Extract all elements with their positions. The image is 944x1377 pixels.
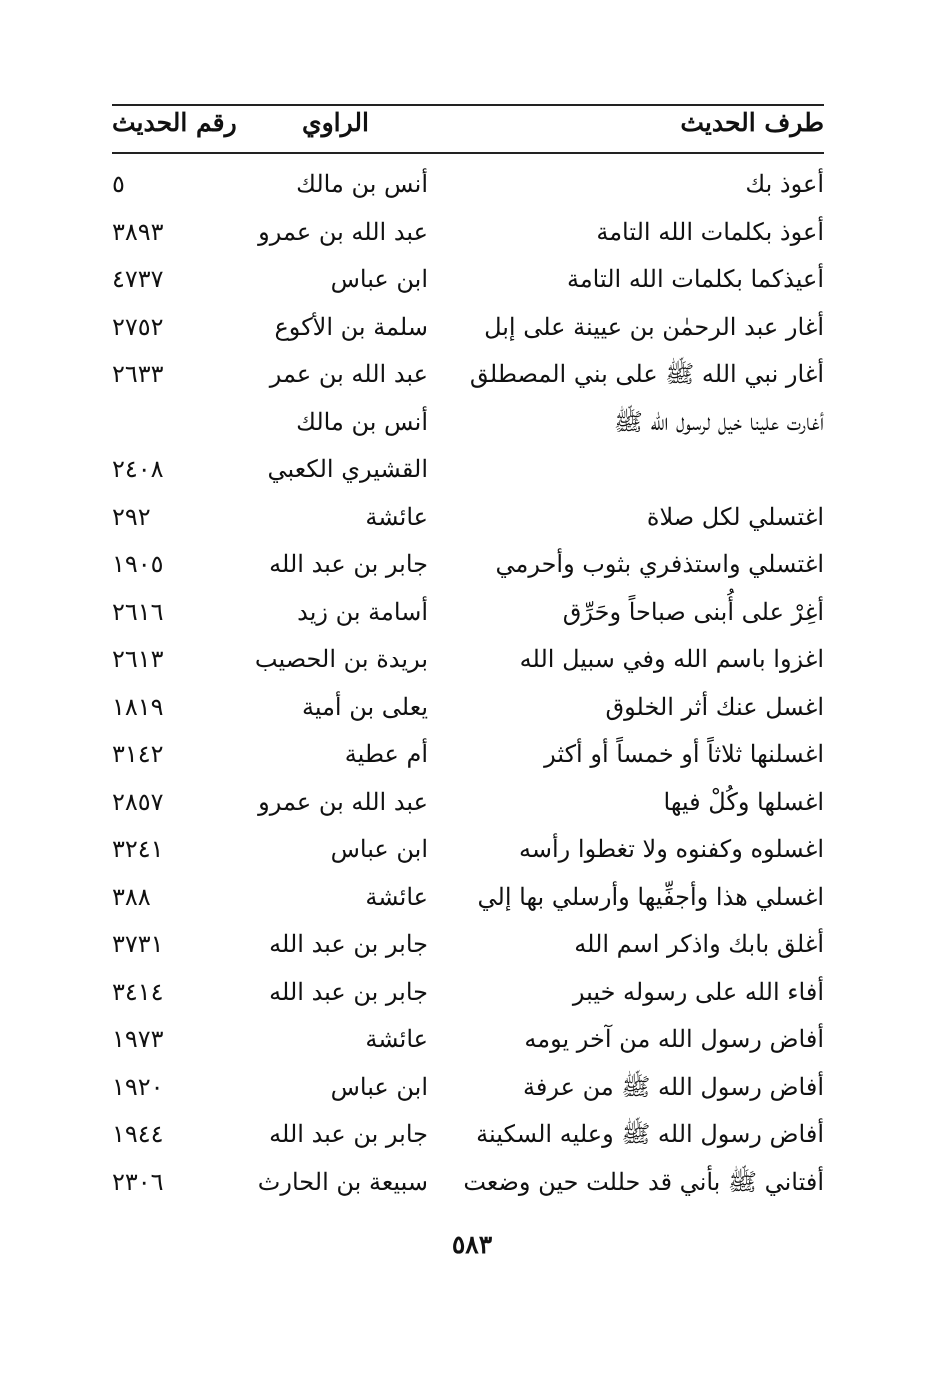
narrator-name: أنس بن مالك <box>296 170 428 198</box>
hadith-title: أغار نبي الله ﷺ على بني المصطلق <box>469 360 824 388</box>
table-row <box>0 1015 944 1062</box>
table-top-rule <box>112 104 824 106</box>
hadith-number: ٢٣٠٦ <box>112 1168 164 1196</box>
table-row <box>0 778 944 825</box>
hadith-number: ١٩٢٠ <box>112 1073 164 1101</box>
hadith-number: ٢٦١٣ <box>112 645 164 673</box>
hadith-title: اغسل عنك أثر الخلوق <box>605 693 824 721</box>
narrator-name: بريدة بن الحصيب <box>254 645 428 673</box>
hadith-number: ٢٩٢ <box>112 503 151 531</box>
narrator-name: عائشة <box>365 503 428 531</box>
table-row <box>0 1110 944 1157</box>
narrator-name: عبد الله بن عمرو <box>258 218 428 246</box>
hadith-title: اغتسلي واستذفري بثوب وأحرمي <box>495 550 824 578</box>
narrator-name: عبد الله بن عمر <box>269 360 428 388</box>
hadith-title: أعوذ بكلمات الله التامة <box>596 218 824 246</box>
hadith-number: ٢٤٠٨ <box>112 455 164 483</box>
header-narrator: الراوي <box>302 108 369 137</box>
table-row <box>0 493 944 540</box>
hadith-title: أفاض رسول الله من آخر يومه <box>524 1025 824 1053</box>
hadith-number: ٢٧٥٢ <box>112 313 164 341</box>
table-row <box>0 445 944 492</box>
narrator-name: جابر بن عبد الله <box>269 550 428 578</box>
hadith-title: أغلق بابك واذكر اسم الله <box>574 930 824 958</box>
table-row <box>0 635 944 682</box>
hadith-number: ٢٨٥٧ <box>112 788 164 816</box>
hadith-number: ١٩٧٣ <box>112 1025 164 1053</box>
table-row <box>0 588 944 635</box>
hadith-title: أعوذ بك <box>745 170 824 198</box>
hadith-title: أغِرْ على أُبنى صباحاً وحَرِّق <box>562 598 824 626</box>
narrator-name: ابن عباس <box>330 1073 428 1101</box>
hadith-number: ٣١٤٢ <box>112 740 164 768</box>
hadith-number: ٥ <box>112 170 125 198</box>
narrator-name: جابر بن عبد الله <box>269 930 428 958</box>
table-row <box>0 968 944 1015</box>
narrator-name: يعلى بن أمية <box>301 693 428 721</box>
hadith-title: اغسلوه وكفنوه ولا تغطوا رأسه <box>519 835 824 863</box>
hadith-number: ٣٧٣١ <box>112 930 164 958</box>
table-header-rule <box>112 152 824 154</box>
narrator-name: أم عطية <box>344 740 428 768</box>
narrator-name: عائشة <box>365 883 428 911</box>
hadith-title: أفاض رسول الله ﷺ من عرفة <box>523 1073 824 1101</box>
narrator-name: جابر بن عبد الله <box>269 978 428 1006</box>
hadith-title: اغسلي هذا وأجفِّيها وأرسلي بها إلي <box>477 883 824 911</box>
table-row <box>0 540 944 587</box>
narrator-name: ابن عباس <box>330 265 428 293</box>
table-row <box>0 208 944 255</box>
narrator-name: أنس بن مالك <box>296 408 428 436</box>
hadith-title: أغار عبد الرحمٰن بن عيينة على إبل <box>484 313 824 341</box>
hadith-title: اغسلنها ثلاثاً أو خمساً أو أكثر <box>544 740 824 768</box>
hadith-number: ٣٢٤١ <box>112 835 164 863</box>
narrator-name: سلمة بن الأكوع <box>274 313 428 341</box>
table-row <box>0 255 944 302</box>
hadith-title: أغارت علينا خيل لرسول الله ﷺ <box>613 408 824 436</box>
narrator-name: القشيري الكعبي <box>267 455 428 483</box>
table-row <box>0 1063 944 1110</box>
header-hadith-number: رقم الحديث <box>112 108 237 137</box>
hadith-number: ١٩٠٥ <box>112 550 164 578</box>
hadith-number: ١٨١٩ <box>112 693 164 721</box>
hadith-title: أفاض رسول الله ﷺ وعليه السكينة <box>476 1120 824 1148</box>
narrator-name: سبيعة بن الحارث <box>257 1168 428 1196</box>
hadith-number: ٣٤١٤ <box>112 978 164 1006</box>
hadith-number: ٢٦١٦ <box>112 598 164 626</box>
table-row <box>0 1158 944 1205</box>
hadith-number: ٤٧٣٧ <box>112 265 164 293</box>
narrator-name: عائشة <box>365 1025 428 1053</box>
narrator-name: عبد الله بن عمرو <box>258 788 428 816</box>
hadith-number: ٢٦٣٣ <box>112 360 164 388</box>
table-header <box>112 108 824 148</box>
hadith-title: أعيذكما بكلمات الله التامة <box>566 265 824 293</box>
hadith-number: ٣٨٨ <box>112 883 151 911</box>
hadith-title: اغزوا باسم الله وفي سبيل الله <box>519 645 824 673</box>
hadith-number: ٣٨٩٣ <box>112 218 164 246</box>
narrator-name: جابر بن عبد الله <box>269 1120 428 1148</box>
table-row <box>0 730 944 777</box>
hadith-number: ١٩٤٤ <box>112 1120 164 1148</box>
hadith-title: اغتسلي لكل صلاة <box>646 503 824 531</box>
narrator-name: ابن عباس <box>330 835 428 863</box>
table-row <box>0 398 944 445</box>
table-row <box>0 350 944 397</box>
header-hadith-title: طرف الحديث <box>680 108 824 137</box>
table-row <box>0 920 944 967</box>
hadith-title: أفاء الله على رسوله خيبر <box>572 978 824 1006</box>
hadith-index-table <box>0 160 944 1220</box>
page-number: ٥٨٣ <box>451 1230 493 1259</box>
table-row <box>0 873 944 920</box>
narrator-name: أسامة بن زيد <box>297 598 428 626</box>
table-row <box>0 303 944 350</box>
hadith-title: أفتاني ﷺ بأني قد حللت حين وضعت <box>463 1168 824 1196</box>
table-row <box>0 683 944 730</box>
table-row <box>0 160 944 207</box>
hadith-title: اغسلها وكُلْ فيها <box>663 788 824 816</box>
table-row <box>0 825 944 872</box>
